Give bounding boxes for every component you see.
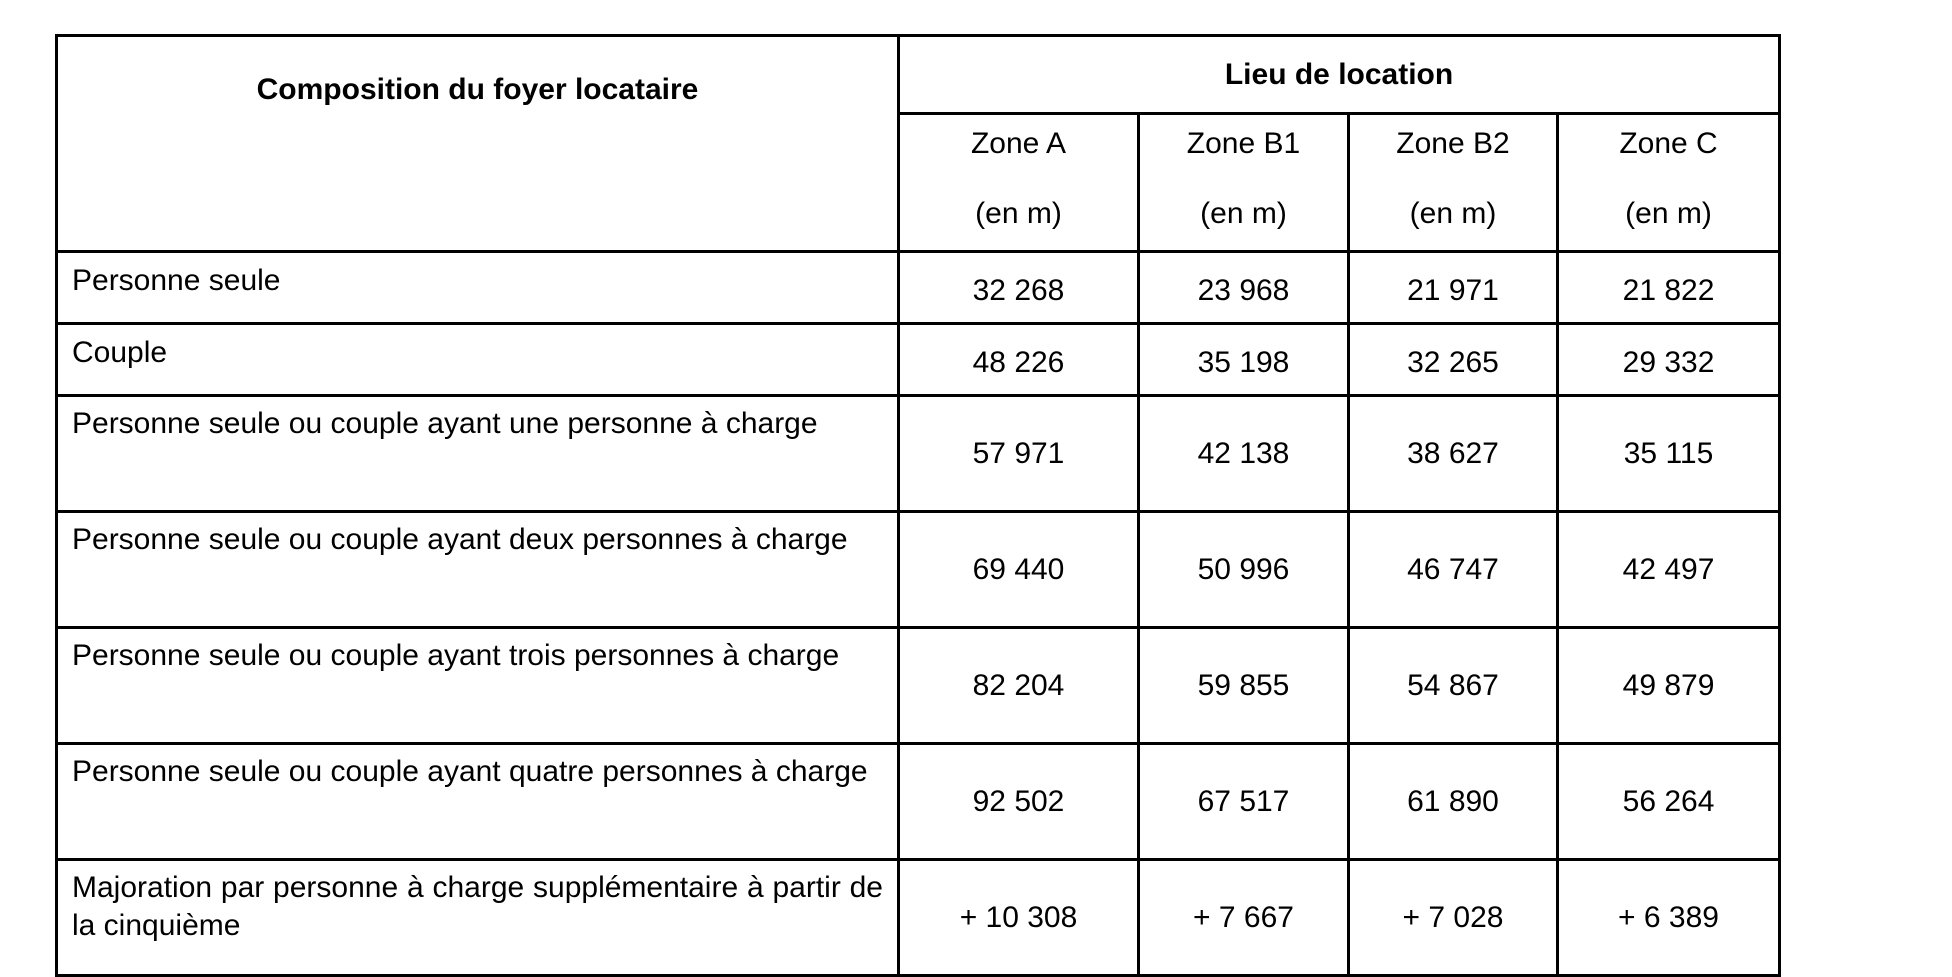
value-zone-c: + 6 389 — [1558, 860, 1780, 976]
table-header — [57, 36, 1780, 252]
value-zone-b1: 35 198 — [1139, 324, 1349, 396]
value-zone-c: 56 264 — [1558, 744, 1780, 860]
table-row — [57, 744, 1780, 860]
zone-c-header — [1558, 114, 1780, 252]
value-zone-b2: 46 747 — [1349, 512, 1558, 628]
value-zone-b1: 50 996 — [1139, 512, 1349, 628]
value-zone-a: 69 440 — [899, 512, 1139, 628]
value-zone-b2: + 7 028 — [1349, 860, 1558, 976]
table-row — [57, 512, 1780, 628]
value-zone-b2: 61 890 — [1349, 744, 1558, 860]
zone-a-header — [899, 114, 1139, 252]
composition-header-text: Composition du foyer locataire — [256, 73, 699, 106]
zone-name: Zone A — [970, 127, 1067, 160]
row-label: Personne seule ou couple ayant une personne à charge — [57, 396, 899, 512]
value-zone-b2: 54 867 — [1349, 628, 1558, 744]
value-zone-c: 29 332 — [1558, 324, 1780, 396]
value-zone-b1: 42 138 — [1139, 396, 1349, 512]
value-zone-b2: 38 627 — [1349, 396, 1558, 512]
table-row — [57, 628, 1780, 744]
zone-b2-header — [1349, 114, 1558, 252]
row-label: Couple — [57, 324, 899, 396]
zone-name: Zone B2 — [1396, 127, 1510, 160]
value-zone-a: + 10 308 — [899, 860, 1139, 976]
table-row — [57, 396, 1780, 512]
value-zone-c: 21 822 — [1558, 252, 1780, 324]
header-row-top — [57, 36, 1780, 114]
value-zone-b1: 23 968 — [1139, 252, 1349, 324]
location-header-text: Lieu de location — [1224, 57, 1454, 91]
value-zone-a: 48 226 — [899, 324, 1139, 396]
row-label: Personne seule ou couple ayant quatre personnes à charge — [57, 744, 899, 860]
table-row — [57, 324, 1780, 396]
value-zone-c: 35 115 — [1558, 396, 1780, 512]
value-zone-a: 57 971 — [899, 396, 1139, 512]
row-label: Personne seule ou couple ayant trois personnes à charge — [57, 628, 899, 744]
value-zone-b2: 32 265 — [1349, 324, 1558, 396]
zone-b1-header — [1139, 114, 1349, 252]
zone-name: Zone C — [1619, 127, 1718, 160]
zone-name: Zone B1 — [1186, 127, 1301, 160]
value-zone-b2: 21 971 — [1349, 252, 1558, 324]
table-body — [57, 252, 1780, 976]
row-label: Majoration par personne à charge supplémentaire à partir de la cinquième — [57, 860, 899, 976]
value-zone-a: 32 268 — [899, 252, 1139, 324]
income-ceiling-table — [55, 34, 1781, 977]
value-zone-c: 42 497 — [1558, 512, 1780, 628]
table-row — [57, 252, 1780, 324]
zone-unit: (en m) — [1409, 197, 1497, 230]
composition-header — [57, 36, 899, 252]
zone-unit: (en m) — [1200, 197, 1287, 230]
location-header — [899, 36, 1780, 114]
value-zone-b1: 67 517 — [1139, 744, 1349, 860]
row-label: Personne seule ou couple ayant deux personnes à charge — [57, 512, 899, 628]
table-row — [57, 860, 1780, 976]
value-zone-a: 82 204 — [899, 628, 1139, 744]
zone-unit: (en m) — [1625, 197, 1712, 230]
value-zone-b1: + 7 667 — [1139, 860, 1349, 976]
value-zone-c: 49 879 — [1558, 628, 1780, 744]
value-zone-b1: 59 855 — [1139, 628, 1349, 744]
row-label: Personne seule — [57, 252, 899, 324]
zone-unit: (en m) — [975, 197, 1062, 230]
value-zone-a: 92 502 — [899, 744, 1139, 860]
